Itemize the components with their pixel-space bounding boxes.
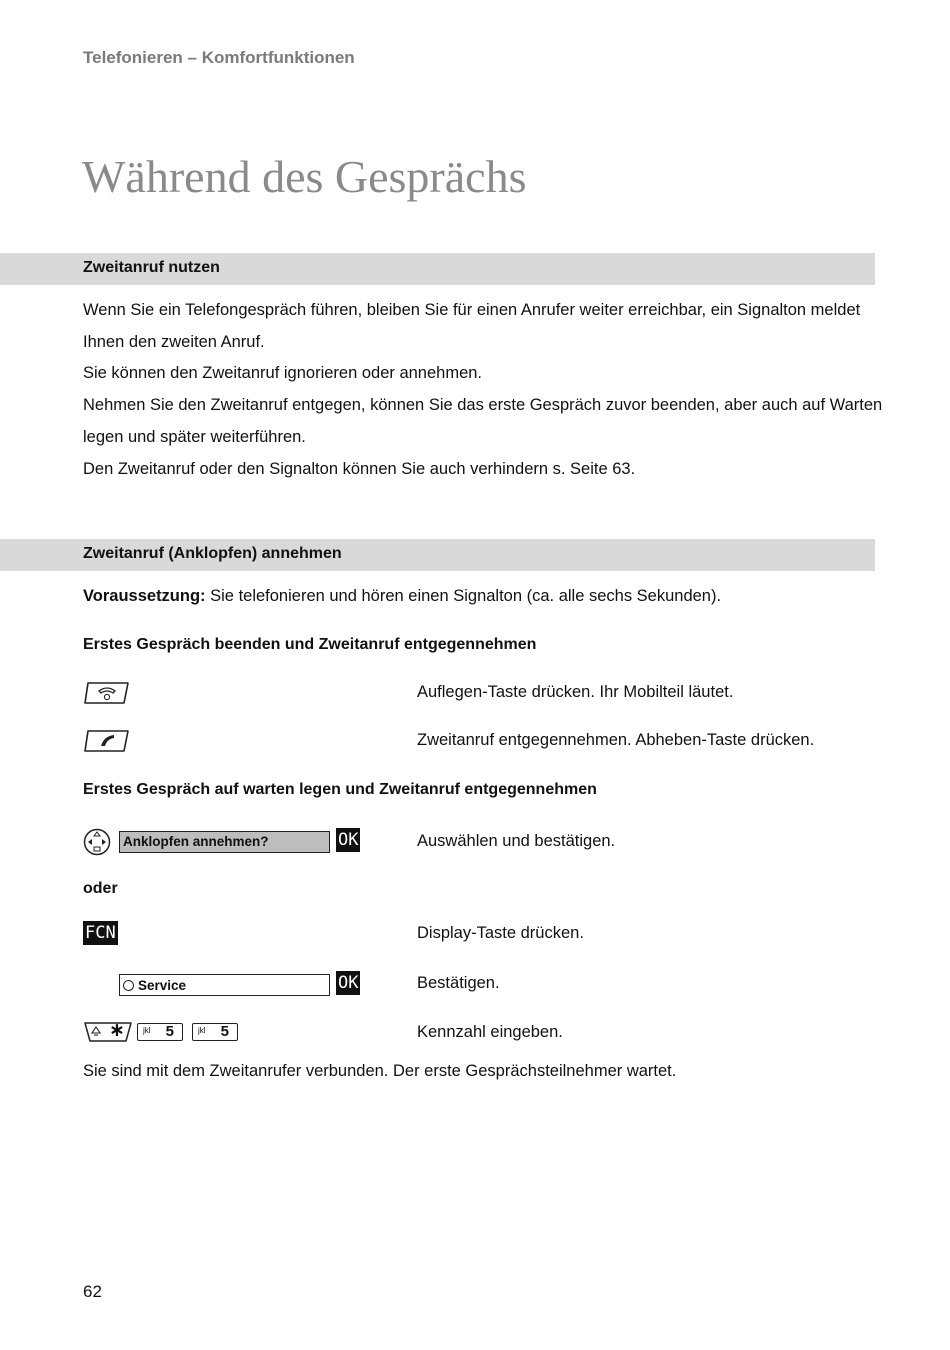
- ok-softkey: OK: [338, 973, 359, 993]
- prerequisite-text: Sie telefonieren und hören einen Signalton (ca. alle sechs Sekunden).: [205, 587, 722, 605]
- step-description: Kennzahl eingeben.: [417, 1023, 563, 1041]
- result-text: Sie sind mit dem Zweitanrufer verbunden. Der erste Gesprächsteilnehmer wartet.: [83, 1062, 677, 1080]
- number-key-letters: jkl: [143, 1026, 151, 1035]
- step-description: Display-Taste drücken.: [417, 924, 584, 942]
- number-key-digit: 5: [165, 1023, 174, 1040]
- radio-circle-icon: [123, 980, 134, 991]
- step-description: Auflegen-Taste drücken. Ihr Mobilteil läutet.: [417, 683, 734, 701]
- running-head: Telefonieren – Komfortfunktionen: [83, 48, 355, 67]
- or-label: oder: [83, 880, 118, 897]
- page-title: Während des Gesprächs: [82, 151, 527, 202]
- paragraph: Den Zweitanruf oder den Signalton können Sie auch verhindern s. Seite 63.: [83, 459, 636, 478]
- number-key: [192, 1023, 238, 1041]
- call-key-icon: [84, 730, 130, 752]
- hang-up-key-icon: [84, 682, 130, 704]
- star-key-label: ∗: [109, 1020, 125, 1041]
- fcn-softkey: FCN: [85, 923, 116, 943]
- page-number: 62: [83, 1282, 102, 1301]
- section-heading: Zweitanruf nutzen: [83, 259, 220, 276]
- paragraph: Sie können den Zweitanruf ignorieren oder annehmen.: [83, 364, 483, 383]
- display-field: Anklopfen annehmen?: [119, 831, 330, 853]
- subsection-heading: Erstes Gespräch auf warten legen und Zweitanruf entgegennehmen: [83, 781, 597, 798]
- display-field: [119, 974, 330, 996]
- paragraph: Nehmen Sie den Zweitanruf entgegen, können Sie das erste Gespräch zuvor beenden, aber auch auf Warten legen und später weiterführen.: [83, 396, 883, 446]
- section-heading-band: [0, 253, 875, 285]
- step-description: Bestätigen.: [417, 974, 500, 992]
- step-description: Auswählen und bestätigen.: [417, 832, 616, 850]
- section-heading-band: [0, 539, 875, 571]
- prerequisite-label: Voraussetzung:: [83, 587, 206, 605]
- navigation-key-icon: [83, 828, 111, 856]
- step-description: Zweitanruf entgegennehmen. Abheben-Taste drücken.: [417, 731, 815, 749]
- section-heading: Zweitanruf (Anklopfen) annehmen: [83, 545, 342, 562]
- display-text: Service: [138, 977, 187, 993]
- paragraph: Wenn Sie ein Telefongespräch führen, bleiben Sie für einen Anrufer weiter erreichbar, ein Signalton meldet Ihnen den zweiten Anruf.: [83, 301, 861, 351]
- prerequisite: [83, 587, 721, 606]
- number-key-letters: jkl: [198, 1026, 206, 1035]
- number-key: [137, 1023, 183, 1041]
- ok-softkey: OK: [338, 830, 359, 850]
- section-body: [83, 295, 883, 485]
- subsection-heading: Erstes Gespräch beenden und Zweitanruf entgegennehmen: [83, 636, 537, 653]
- number-key-digit: 5: [220, 1023, 229, 1040]
